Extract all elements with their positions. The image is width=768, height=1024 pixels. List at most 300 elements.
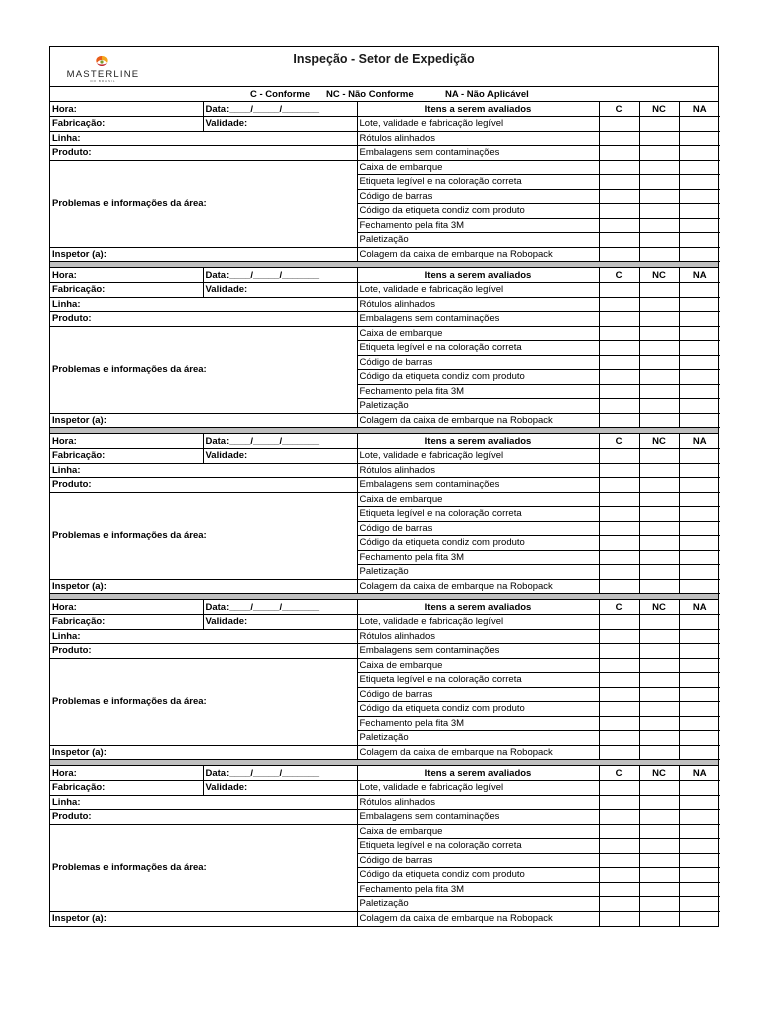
inspetor-label[interactable]: Inspetor (a): — [50, 579, 357, 594]
item-label: Fechamento pela fita 3M — [357, 882, 599, 897]
checkbox-nc[interactable] — [639, 565, 679, 580]
data-field[interactable]: Data:____/_____/_______ — [203, 600, 357, 615]
checkbox-na[interactable] — [679, 673, 720, 688]
checkbox-c[interactable] — [599, 384, 639, 399]
checkbox-na[interactable] — [679, 702, 720, 717]
problemas-field[interactable]: Problemas e informações da área: — [50, 326, 357, 413]
legend-nao-aplicavel: NA - Não Aplicável — [445, 89, 529, 100]
item-label: Embalagens sem contaminações — [357, 810, 599, 825]
checkbox-c[interactable] — [599, 673, 639, 688]
col-nc-header: NC — [639, 268, 679, 283]
checkbox-nc[interactable] — [639, 882, 679, 897]
checkbox-na[interactable] — [679, 218, 720, 233]
item-label: Rótulos alinhados — [357, 131, 599, 146]
data-field[interactable]: Data:____/_____/_______ — [203, 102, 357, 117]
table-row — [50, 449, 720, 464]
checkbox-nc[interactable] — [639, 824, 679, 839]
itens-header: Itens a serem avaliados — [357, 600, 599, 615]
problemas-field[interactable]: Problemas e informações da área: — [50, 824, 357, 911]
checkbox-c[interactable] — [599, 117, 639, 132]
checkbox-nc[interactable] — [639, 218, 679, 233]
table-row — [50, 579, 720, 594]
checkbox-nc[interactable] — [639, 399, 679, 414]
item-label: Etiqueta legível e na coloração correta — [357, 175, 599, 190]
checkbox-na[interactable] — [679, 297, 720, 312]
checkbox-c[interactable] — [599, 824, 639, 839]
checkbox-nc[interactable] — [639, 550, 679, 565]
checkbox-c[interactable] — [599, 781, 639, 796]
checkbox-nc[interactable] — [639, 795, 679, 810]
fabricacao-label[interactable]: Fabricação: — [50, 615, 203, 630]
produto-label[interactable]: Produto: — [50, 810, 357, 825]
item-label: Caixa de embarque — [357, 160, 599, 175]
table-row — [50, 312, 720, 327]
checkbox-nc[interactable] — [639, 521, 679, 536]
item-label: Colagem da caixa de embarque na Robopack — [357, 247, 599, 262]
item-label: Código da etiqueta condiz com produto — [357, 204, 599, 219]
checkbox-c[interactable] — [599, 399, 639, 414]
linha-label[interactable]: Linha: — [50, 297, 357, 312]
table-row — [50, 463, 720, 478]
checkbox-c[interactable] — [599, 204, 639, 219]
checkbox-c[interactable] — [599, 810, 639, 825]
checkbox-c[interactable] — [599, 868, 639, 883]
checkbox-nc[interactable] — [639, 536, 679, 551]
problemas-field[interactable]: Problemas e informações da área: — [50, 160, 357, 247]
checkbox-nc[interactable] — [639, 326, 679, 341]
checkbox-na[interactable] — [679, 312, 720, 327]
checkbox-nc[interactable] — [639, 702, 679, 717]
checkbox-c[interactable] — [599, 297, 639, 312]
problemas-field[interactable]: Problemas e informações da área: — [50, 492, 357, 579]
checkbox-nc[interactable] — [639, 341, 679, 356]
checkbox-na[interactable] — [679, 911, 720, 926]
checkbox-na[interactable] — [679, 658, 720, 673]
checkbox-nc[interactable] — [639, 189, 679, 204]
produto-label[interactable]: Produto: — [50, 146, 357, 161]
item-label: Caixa de embarque — [357, 492, 599, 507]
block-header-row — [50, 102, 720, 117]
col-c-header: C — [599, 434, 639, 449]
legend-nao-conforme: NC - Não Conforme — [326, 89, 414, 100]
item-label: Rótulos alinhados — [357, 463, 599, 478]
checkbox-c[interactable] — [599, 745, 639, 760]
col-nc-header: NC — [639, 766, 679, 781]
item-label: Código de barras — [357, 687, 599, 702]
table-row — [50, 297, 720, 312]
checkbox-na[interactable] — [679, 824, 720, 839]
item-label: Colagem da caixa de embarque na Robopack — [357, 911, 599, 926]
item-label: Etiqueta legível e na coloração correta — [357, 507, 599, 522]
checkbox-na[interactable] — [679, 795, 720, 810]
item-label: Colagem da caixa de embarque na Robopack — [357, 413, 599, 428]
checkbox-c[interactable] — [599, 218, 639, 233]
checkbox-c[interactable] — [599, 492, 639, 507]
validade-label[interactable]: Validade: — [203, 449, 357, 464]
checkbox-na[interactable] — [679, 687, 720, 702]
checkbox-c[interactable] — [599, 449, 639, 464]
checkbox-nc[interactable] — [639, 644, 679, 659]
checkbox-c[interactable] — [599, 795, 639, 810]
checkbox-nc[interactable] — [639, 615, 679, 630]
col-nc-header: NC — [639, 434, 679, 449]
checkbox-na[interactable] — [679, 882, 720, 897]
table-row — [50, 326, 720, 341]
checkbox-nc[interactable] — [639, 384, 679, 399]
checkbox-c[interactable] — [599, 233, 639, 248]
checkbox-na[interactable] — [679, 868, 720, 883]
checkbox-nc[interactable] — [639, 839, 679, 854]
itens-header: Itens a serem avaliados — [357, 434, 599, 449]
checkbox-c[interactable] — [599, 189, 639, 204]
checkbox-nc[interactable] — [639, 731, 679, 746]
checkbox-c[interactable] — [599, 146, 639, 161]
checkbox-nc[interactable] — [639, 492, 679, 507]
checkbox-nc[interactable] — [639, 810, 679, 825]
logo-subtext: DO BRASIL — [90, 79, 116, 83]
itens-header: Itens a serem avaliados — [357, 102, 599, 117]
inspection-block — [50, 102, 720, 262]
checkbox-c[interactable] — [599, 702, 639, 717]
item-label: Colagem da caixa de embarque na Robopack — [357, 579, 599, 594]
linha-label[interactable]: Linha: — [50, 629, 357, 644]
checkbox-na[interactable] — [679, 897, 720, 912]
checkbox-na[interactable] — [679, 853, 720, 868]
validade-label[interactable]: Validade: — [203, 615, 357, 630]
table-row — [50, 247, 720, 262]
itens-header: Itens a serem avaliados — [357, 268, 599, 283]
item-label: Colagem da caixa de embarque na Robopack — [357, 745, 599, 760]
col-na-header: NA — [679, 766, 720, 781]
checkbox-c[interactable] — [599, 716, 639, 731]
col-na-header: NA — [679, 600, 720, 615]
item-label: Etiqueta legível e na coloração correta — [357, 839, 599, 854]
checkbox-na[interactable] — [679, 283, 720, 298]
sheet-header — [50, 47, 718, 87]
produto-label[interactable]: Produto: — [50, 478, 357, 493]
checkbox-na[interactable] — [679, 579, 720, 594]
checkbox-na[interactable] — [679, 247, 720, 262]
checkbox-na[interactable] — [679, 463, 720, 478]
item-label: Fechamento pela fita 3M — [357, 716, 599, 731]
validade-label[interactable]: Validade: — [203, 283, 357, 298]
inspetor-label[interactable]: Inspetor (a): — [50, 745, 357, 760]
checkbox-nc[interactable] — [639, 673, 679, 688]
checkbox-nc[interactable] — [639, 868, 679, 883]
checkbox-c[interactable] — [599, 413, 639, 428]
col-nc-header: NC — [639, 102, 679, 117]
checkbox-c[interactable] — [599, 131, 639, 146]
item-label: Etiqueta legível e na coloração correta — [357, 673, 599, 688]
item-label: Código da etiqueta condiz com produto — [357, 868, 599, 883]
checkbox-na[interactable] — [679, 629, 720, 644]
hora-label[interactable]: Hora: — [50, 600, 203, 615]
checkbox-na[interactable] — [679, 204, 720, 219]
checkbox-nc[interactable] — [639, 781, 679, 796]
inspection-block — [50, 766, 720, 926]
item-label: Código da etiqueta condiz com produto — [357, 702, 599, 717]
item-label: Etiqueta legível e na coloração correta — [357, 341, 599, 356]
checkbox-nc[interactable] — [639, 629, 679, 644]
item-label: Embalagens sem contaminações — [357, 312, 599, 327]
checkbox-na[interactable] — [679, 536, 720, 551]
item-label: Paletização — [357, 399, 599, 414]
table-row — [50, 911, 720, 926]
block-header-row — [50, 434, 720, 449]
checkbox-nc[interactable] — [639, 297, 679, 312]
table-row — [50, 644, 720, 659]
table-row — [50, 160, 720, 175]
checkbox-c[interactable] — [599, 629, 639, 644]
checkbox-nc[interactable] — [639, 478, 679, 493]
col-c-header: C — [599, 766, 639, 781]
checkbox-na[interactable] — [679, 413, 720, 428]
col-nc-header: NC — [639, 600, 679, 615]
checkbox-nc[interactable] — [639, 355, 679, 370]
checkbox-c[interactable] — [599, 370, 639, 385]
hora-label[interactable]: Hora: — [50, 268, 203, 283]
item-label: Rótulos alinhados — [357, 629, 599, 644]
legend-conforme: C - Conforme — [250, 89, 311, 100]
checkbox-na[interactable] — [679, 716, 720, 731]
checkbox-nc[interactable] — [639, 117, 679, 132]
table-row — [50, 781, 720, 796]
item-label: Código de barras — [357, 853, 599, 868]
checkbox-na[interactable] — [679, 117, 720, 132]
checkbox-c[interactable] — [599, 839, 639, 854]
checkbox-nc[interactable] — [639, 449, 679, 464]
checkbox-nc[interactable] — [639, 579, 679, 594]
checkbox-na[interactable] — [679, 341, 720, 356]
checkbox-nc[interactable] — [639, 175, 679, 190]
checkbox-nc[interactable] — [639, 204, 679, 219]
item-label: Lote, validade e fabricação legível — [357, 615, 599, 630]
fabricacao-label[interactable]: Fabricação: — [50, 117, 203, 132]
checkbox-na[interactable] — [679, 189, 720, 204]
checkbox-nc[interactable] — [639, 463, 679, 478]
inspection-block — [50, 434, 720, 594]
table-row — [50, 658, 720, 673]
checkbox-nc[interactable] — [639, 146, 679, 161]
checkbox-na[interactable] — [679, 384, 720, 399]
checkbox-c[interactable] — [599, 644, 639, 659]
checkbox-na[interactable] — [679, 492, 720, 507]
hora-label[interactable]: Hora: — [50, 766, 203, 781]
checkbox-c[interactable] — [599, 521, 639, 536]
checkbox-nc[interactable] — [639, 413, 679, 428]
produto-label[interactable]: Produto: — [50, 312, 357, 327]
item-label: Rótulos alinhados — [357, 795, 599, 810]
table-row — [50, 615, 720, 630]
checkbox-c[interactable] — [599, 882, 639, 897]
inspection-block — [50, 600, 720, 760]
checkbox-nc[interactable] — [639, 160, 679, 175]
inspetor-label[interactable]: Inspetor (a): — [50, 247, 357, 262]
item-label: Lote, validade e fabricação legível — [357, 117, 599, 132]
checkbox-c[interactable] — [599, 565, 639, 580]
checkbox-c[interactable] — [599, 175, 639, 190]
checkbox-na[interactable] — [679, 550, 720, 565]
table-row — [50, 413, 720, 428]
table-row — [50, 629, 720, 644]
checkbox-na[interactable] — [679, 478, 720, 493]
checkbox-c[interactable] — [599, 160, 639, 175]
item-label: Embalagens sem contaminações — [357, 644, 599, 659]
validade-label[interactable]: Validade: — [203, 117, 357, 132]
checkbox-na[interactable] — [679, 233, 720, 248]
item-label: Lote, validade e fabricação legível — [357, 283, 599, 298]
checkbox-c[interactable] — [599, 326, 639, 341]
item-label: Código da etiqueta condiz com produto — [357, 536, 599, 551]
table-row — [50, 117, 720, 132]
hora-label[interactable]: Hora: — [50, 102, 203, 117]
col-na-header: NA — [679, 268, 720, 283]
table-row — [50, 795, 720, 810]
item-label: Rótulos alinhados — [357, 297, 599, 312]
checkbox-c[interactable] — [599, 897, 639, 912]
inspection-block — [50, 268, 720, 428]
col-c-header: C — [599, 102, 639, 117]
col-c-header: C — [599, 600, 639, 615]
checkbox-c[interactable] — [599, 658, 639, 673]
checkbox-c[interactable] — [599, 550, 639, 565]
block-header-row — [50, 268, 720, 283]
checkbox-c[interactable] — [599, 853, 639, 868]
item-label: Fechamento pela fita 3M — [357, 218, 599, 233]
checkbox-na[interactable] — [679, 355, 720, 370]
data-field[interactable]: Data:____/_____/_______ — [203, 434, 357, 449]
linha-label[interactable]: Linha: — [50, 463, 357, 478]
checkbox-c[interactable] — [599, 579, 639, 594]
fabricacao-label[interactable]: Fabricação: — [50, 283, 203, 298]
checkbox-na[interactable] — [679, 615, 720, 630]
inspection-sheet — [49, 46, 719, 927]
checkbox-nc[interactable] — [639, 897, 679, 912]
checkbox-c[interactable] — [599, 341, 639, 356]
item-label: Paletização — [357, 565, 599, 580]
item-label: Fechamento pela fita 3M — [357, 384, 599, 399]
checkbox-nc[interactable] — [639, 716, 679, 731]
data-field[interactable]: Data:____/_____/_______ — [203, 268, 357, 283]
checkbox-nc[interactable] — [639, 131, 679, 146]
checkbox-na[interactable] — [679, 731, 720, 746]
hora-label[interactable]: Hora: — [50, 434, 203, 449]
item-label: Código de barras — [357, 355, 599, 370]
checkbox-na[interactable] — [679, 745, 720, 760]
itens-header: Itens a serem avaliados — [357, 766, 599, 781]
validade-label[interactable]: Validade: — [203, 781, 357, 796]
checkbox-na[interactable] — [679, 781, 720, 796]
checkbox-na[interactable] — [679, 146, 720, 161]
checkbox-na[interactable] — [679, 810, 720, 825]
item-label: Paletização — [357, 731, 599, 746]
problemas-field[interactable]: Problemas e informações da área: — [50, 658, 357, 745]
checkbox-c[interactable] — [599, 312, 639, 327]
item-label: Lote, validade e fabricação legível — [357, 449, 599, 464]
checkbox-na[interactable] — [679, 507, 720, 522]
fabricacao-label[interactable]: Fabricação: — [50, 449, 203, 464]
fabricacao-label[interactable]: Fabricação: — [50, 781, 203, 796]
table-row — [50, 824, 720, 839]
checkbox-na[interactable] — [679, 326, 720, 341]
checkbox-nc[interactable] — [639, 370, 679, 385]
checkbox-nc[interactable] — [639, 687, 679, 702]
checkbox-nc[interactable] — [639, 233, 679, 248]
checkbox-nc[interactable] — [639, 507, 679, 522]
checkbox-na[interactable] — [679, 370, 720, 385]
item-label: Caixa de embarque — [357, 824, 599, 839]
legend — [50, 87, 718, 102]
item-label: Paletização — [357, 897, 599, 912]
item-label: Lote, validade e fabricação legível — [357, 781, 599, 796]
inspection-blocks — [50, 102, 718, 926]
block-header-row — [50, 766, 720, 781]
checkbox-c[interactable] — [599, 355, 639, 370]
data-field[interactable]: Data:____/_____/_______ — [203, 766, 357, 781]
inspetor-label[interactable]: Inspetor (a): — [50, 413, 357, 428]
checkbox-nc[interactable] — [639, 658, 679, 673]
checkbox-na[interactable] — [679, 839, 720, 854]
checkbox-nc[interactable] — [639, 247, 679, 262]
item-label: Embalagens sem contaminações — [357, 478, 599, 493]
page-title: Inspeção - Setor de Expedição — [293, 52, 475, 66]
item-label: Caixa de embarque — [357, 326, 599, 341]
col-c-header: C — [599, 268, 639, 283]
checkbox-na[interactable] — [679, 399, 720, 414]
table-row — [50, 478, 720, 493]
checkbox-c[interactable] — [599, 507, 639, 522]
linha-label[interactable]: Linha: — [50, 795, 357, 810]
table-row — [50, 810, 720, 825]
checkbox-nc[interactable] — [639, 283, 679, 298]
checkbox-c[interactable] — [599, 536, 639, 551]
item-label: Código de barras — [357, 521, 599, 536]
checkbox-na[interactable] — [679, 160, 720, 175]
linha-label[interactable]: Linha: — [50, 131, 357, 146]
checkbox-nc[interactable] — [639, 745, 679, 760]
checkbox-nc[interactable] — [639, 312, 679, 327]
checkbox-na[interactable] — [679, 175, 720, 190]
checkbox-c[interactable] — [599, 478, 639, 493]
table-row — [50, 492, 720, 507]
checkbox-na[interactable] — [679, 565, 720, 580]
produto-label[interactable]: Produto: — [50, 644, 357, 659]
checkbox-na[interactable] — [679, 449, 720, 464]
inspetor-label[interactable]: Inspetor (a): — [50, 911, 357, 926]
item-label: Caixa de embarque — [357, 658, 599, 673]
item-label: Fechamento pela fita 3M — [357, 550, 599, 565]
checkbox-nc[interactable] — [639, 853, 679, 868]
table-row — [50, 283, 720, 298]
checkbox-na[interactable] — [679, 131, 720, 146]
checkbox-na[interactable] — [679, 644, 720, 659]
item-label: Código de barras — [357, 189, 599, 204]
logo-text: MASTERLINE — [66, 69, 140, 80]
item-label: Paletização — [357, 233, 599, 248]
block-header-row — [50, 600, 720, 615]
checkbox-na[interactable] — [679, 521, 720, 536]
checkbox-c[interactable] — [599, 247, 639, 262]
checkbox-nc[interactable] — [639, 911, 679, 926]
checkbox-c[interactable] — [599, 911, 639, 926]
checkbox-c[interactable] — [599, 463, 639, 478]
item-label: Embalagens sem contaminações — [357, 146, 599, 161]
checkbox-c[interactable] — [599, 615, 639, 630]
checkbox-c[interactable] — [599, 687, 639, 702]
checkbox-c[interactable] — [599, 283, 639, 298]
checkbox-c[interactable] — [599, 731, 639, 746]
item-label: Código da etiqueta condiz com produto — [357, 370, 599, 385]
